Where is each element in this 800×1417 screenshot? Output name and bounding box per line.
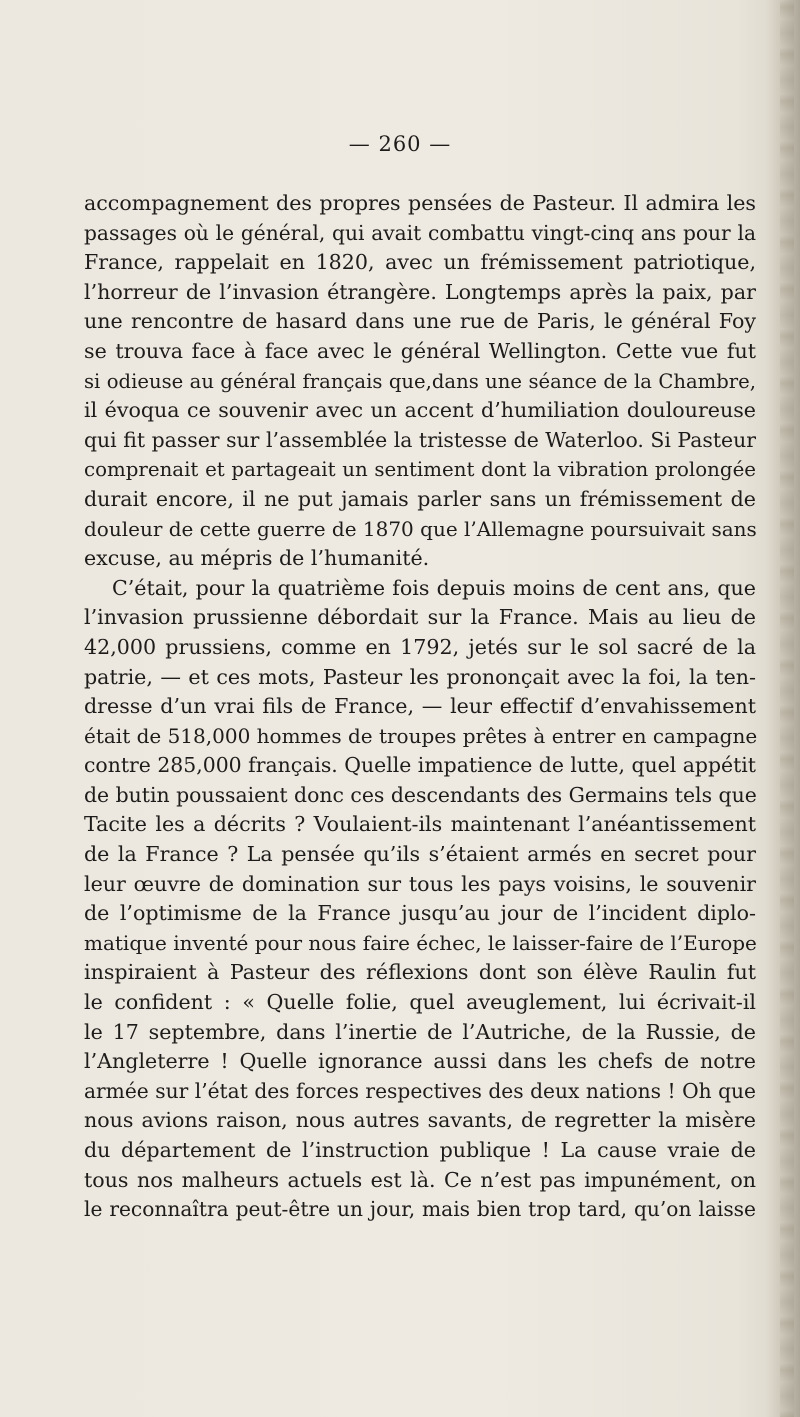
text-line: matique inventé pour nous faire échec, le laisser-faire de l’Europe bbox=[84, 930, 757, 955]
text-line: dresse d’un vrai fils de France, — leur effectif d’envahissement bbox=[84, 694, 756, 719]
text-line: armée sur l’état des forces respectives des deux nations ! Oh que bbox=[84, 1078, 756, 1103]
text-line: le reconnaîtra peut-être un jour, mais bien trop tard, qu’on laisse bbox=[84, 1197, 756, 1222]
text-line: l’Angleterre ! Quelle ignorance aussi dans les chefs de notre bbox=[84, 1049, 756, 1074]
text-line: de butin poussaient donc ces descendants des Germains tels que bbox=[84, 782, 757, 807]
text-line: le 17 septembre, dans l’inertie de l’Autriche, de la Russie, de bbox=[84, 1019, 756, 1044]
text-line: C’était, pour la quatrième fois depuis moins de cent ans, que bbox=[112, 575, 756, 600]
text-line: du département de l’instruction publique ! La cause vraie de bbox=[84, 1138, 756, 1162]
text-line: se trouva face à face avec le général Wellington. Cette vue fut bbox=[84, 338, 756, 363]
text-line: excuse, au mépris de l’humanité. bbox=[84, 546, 430, 571]
text-line: l’invasion prussienne débordait sur la France. Mais au lieu de bbox=[84, 605, 756, 630]
text-line: qui fit passer sur l’assemblée la tristesse de Waterloo. Si Pasteur bbox=[84, 427, 756, 452]
text-line: passages où le général, qui avait combattu vingt-cinq ans pour la bbox=[84, 220, 756, 245]
text-line: France, rappelait en 1820, avec un frémissement patriotique, bbox=[84, 250, 756, 275]
text-line: patrie, — et ces mots, Pasteur les prononçait avec la foi, la ten- bbox=[84, 664, 756, 689]
text-line: durait encore, il ne put jamais parler sans un frémissement de bbox=[84, 486, 756, 511]
text-line: était de 518,000 hommes de troupes prêtes à entrer en campagne bbox=[84, 723, 758, 748]
text-line: si odieuse au général français que,dans une séance de la Chambre, bbox=[84, 369, 756, 393]
page-number: — 260 — bbox=[348, 132, 452, 156]
text-line: 42,000 prussiens, comme en 1792, jetés sur le sol sacré de la bbox=[84, 634, 756, 659]
text-line: le confident : « Quelle folie, quel aveuglement, lui écrivait-il bbox=[84, 990, 756, 1015]
page-edge-stain bbox=[780, 0, 794, 1417]
text-line: l’horreur de l’invasion étrangère. Longtemps après la paix, par bbox=[84, 279, 756, 304]
text-line: une rencontre de hasard dans une rue de Paris, le général Foy bbox=[84, 309, 756, 334]
body-text bbox=[84, 189, 756, 1225]
text-line: Tacite les a décrits ? Voulaient-ils maintenant l’anéantissement bbox=[84, 812, 756, 837]
text-line: comprenait et partageait un sentiment dont la vibration prolongée bbox=[84, 458, 756, 482]
text-line: douleur de cette guerre de 1870 que l’Allemagne poursuivait sans bbox=[84, 516, 757, 541]
text-line: tous nos malheurs actuels est là. Ce n’est pas impunément, on bbox=[84, 1167, 756, 1192]
text-line: il évoqua ce souvenir avec un accent d’humiliation douloureuse bbox=[84, 398, 756, 423]
text-line: accompagnement des propres pensées de Pasteur. Il admira les bbox=[84, 191, 756, 215]
text-line: de la France ? La pensée qu’ils s’étaient armés en secret pour bbox=[84, 842, 756, 867]
text-line: de l’optimisme de la France jusqu’au jour de l’incident diplo- bbox=[84, 901, 756, 926]
text-line: nous avions raison, nous autres savants, de regretter la misère bbox=[84, 1108, 756, 1133]
text-line: leur œuvre de domination sur tous les pays voisins, le souvenir bbox=[84, 871, 756, 896]
text-line: inspiraient à Pasteur des réflexions dont son élève Raulin fut bbox=[84, 960, 756, 985]
text-line: contre 285,000 français. Quelle impatience de lutte, quel appétit bbox=[84, 753, 756, 778]
